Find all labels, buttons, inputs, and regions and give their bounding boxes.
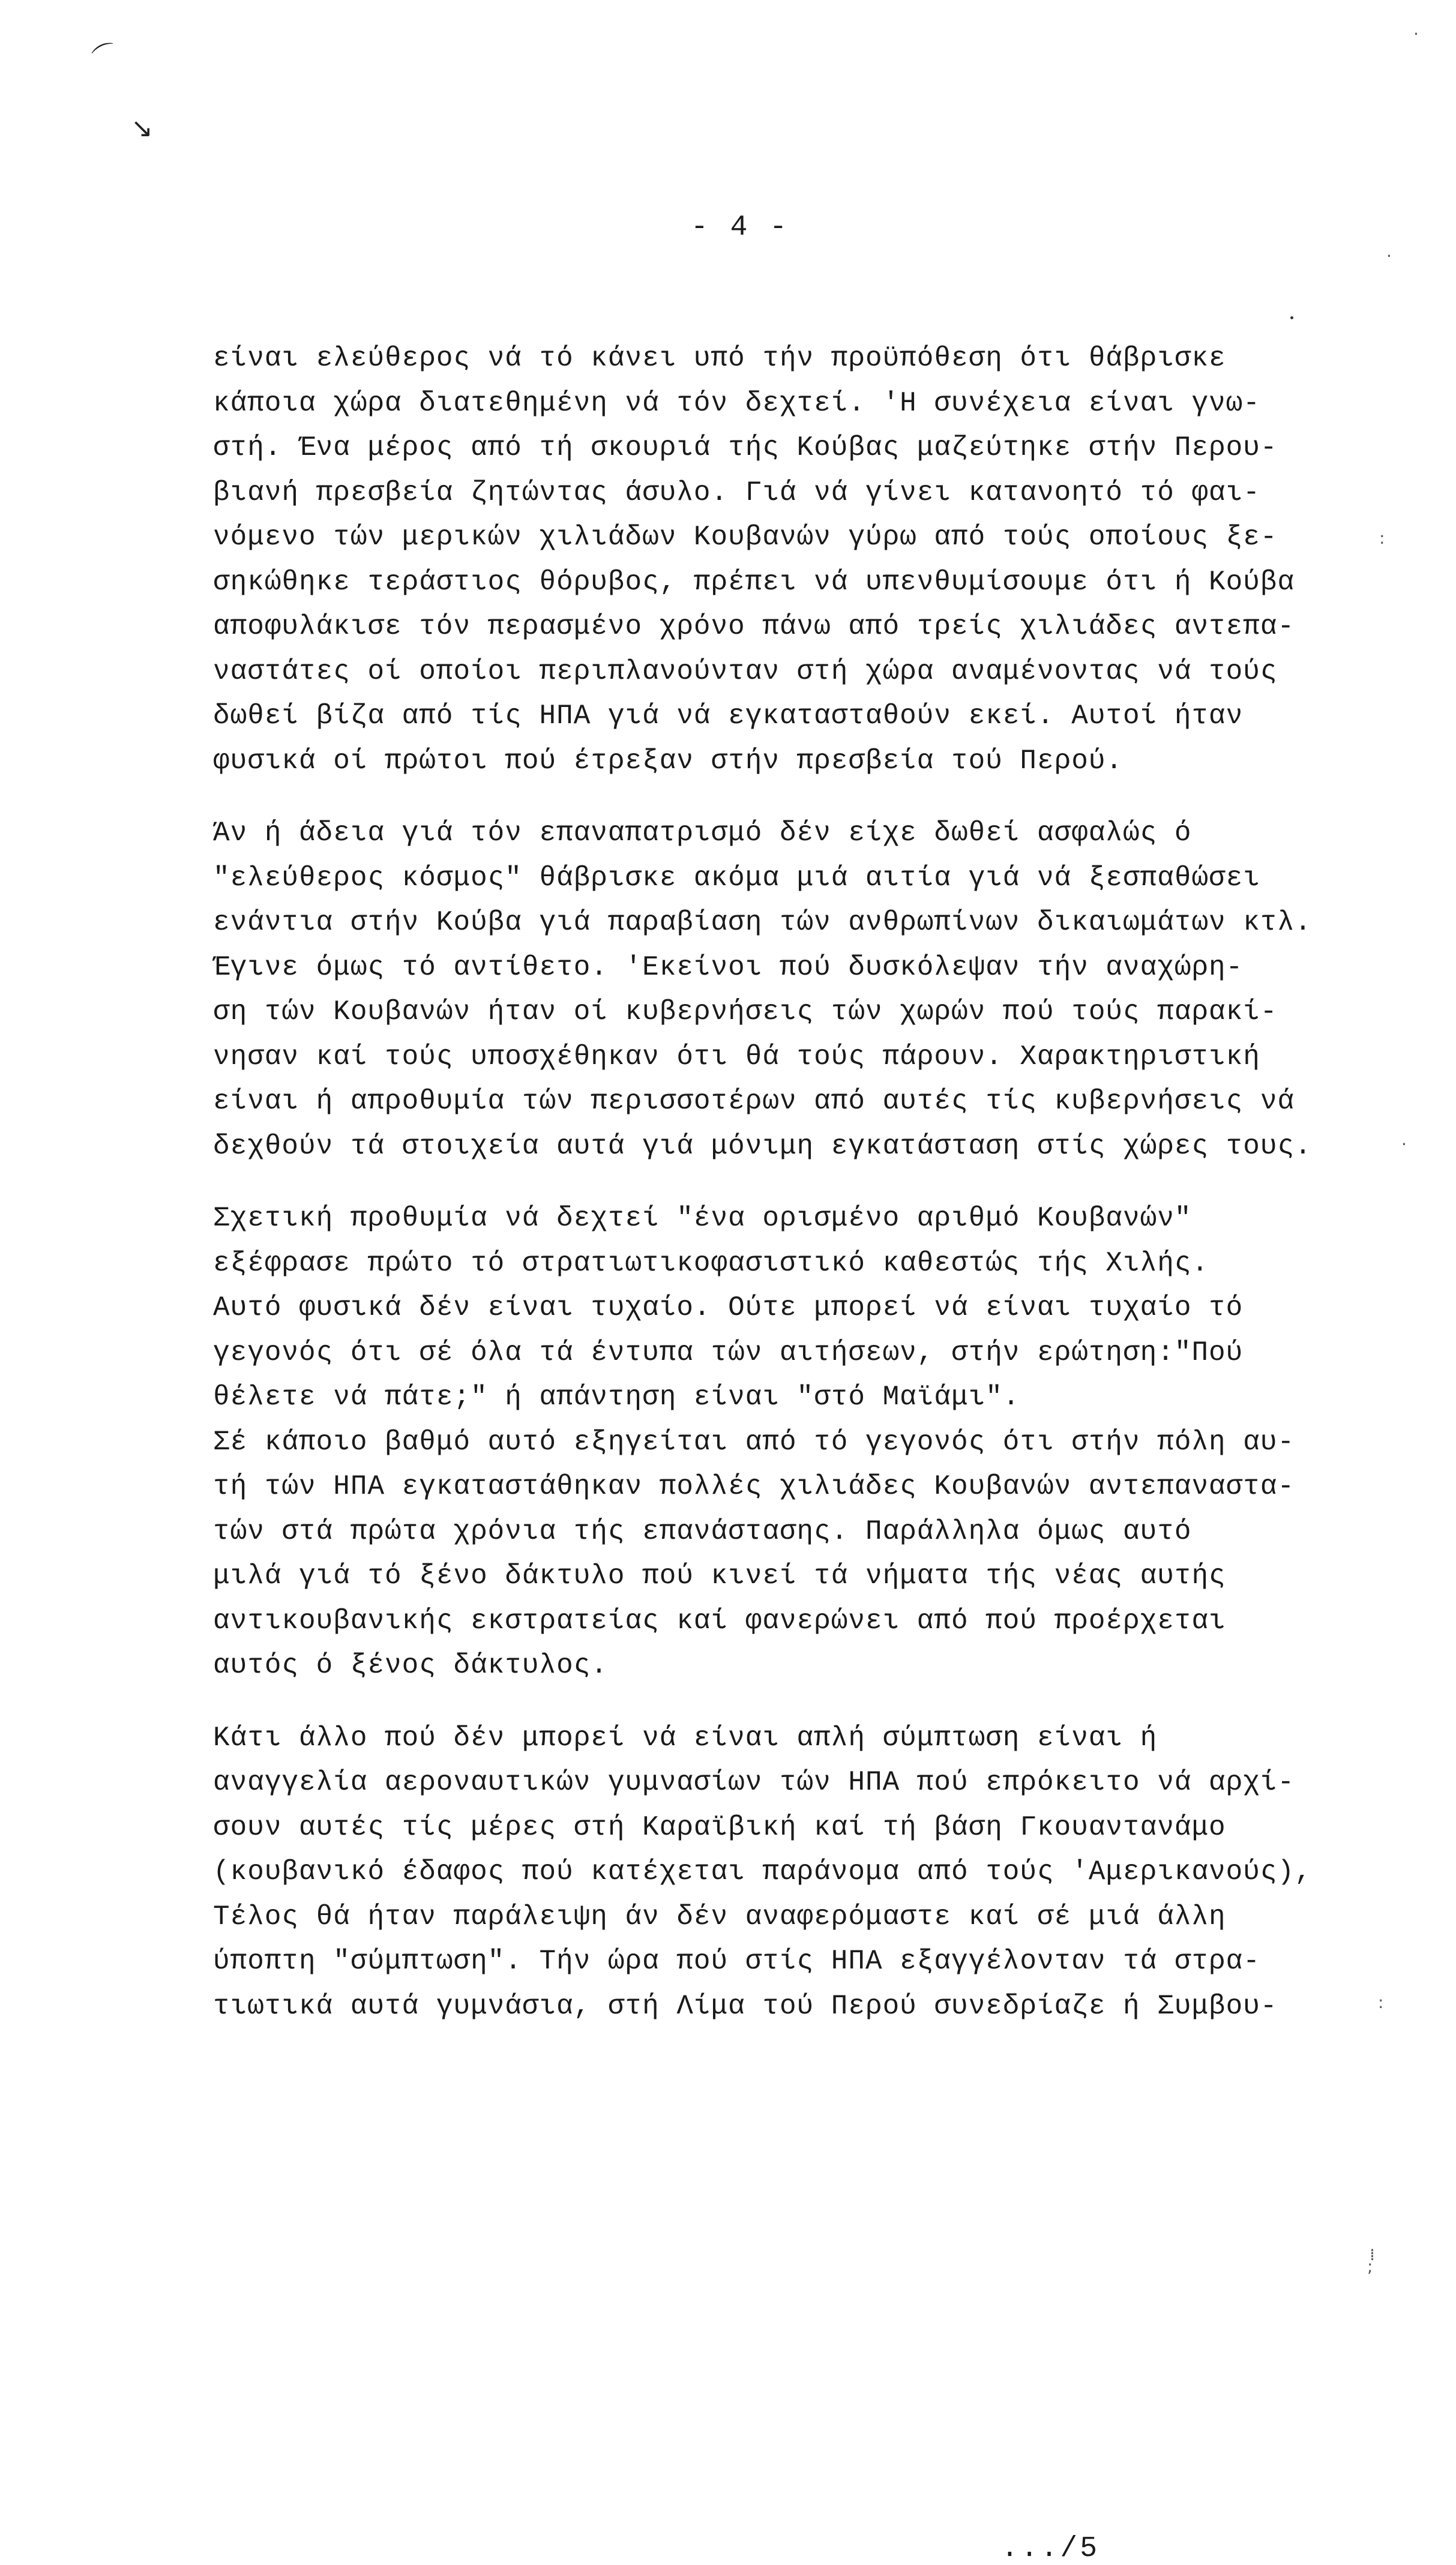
scan-speck-icon xyxy=(1290,316,1293,319)
scan-dot-icon: : xyxy=(1379,528,1385,548)
text-line: τιωτικά αυτά γυμνάσια, στή Λίμα τού Περού συνεδρίαζε ή Συμβου- xyxy=(213,1990,1278,2022)
text-line: δεχθούν τά στοιχεία αυτά γιά μόνιμη εγκατάσταση στίς χώρες τους. xyxy=(213,1130,1312,1162)
text-line: μιλά γιά τό ξένο δάκτυλο πού κινεί τά νήματα τής νέας αυτής xyxy=(213,1560,1226,1592)
text-line: φυσικά οί πρώτοι πού έτρεξαν στήν πρεσβεία τού Περού. xyxy=(213,745,1124,777)
text-line: Άν ή άδεια γιά τόν επαναπατρισμό δέν είχε δωθεί ασφαλώς ό xyxy=(213,817,1192,849)
text-line: ενάντια στήν Κούβα γιά παραβίαση τών ανθρωπίνων δικαιωμάτων κτλ. xyxy=(213,907,1312,938)
text-line: στή. Ένα μέρος από τή σκουριά τής Κούβας μαζεύτηκε στήν Περου- xyxy=(213,432,1278,463)
text-line: βιανή πρεσβεία ζητώντας άσυλο. Γιά νά γίνει κατανοητό τό φαι- xyxy=(213,477,1260,508)
paragraph-1 xyxy=(213,336,1365,783)
paragraph-4 xyxy=(213,1716,1365,2029)
paragraph-3 xyxy=(213,1196,1365,1688)
text-line: αυτός ό ξένος δάκτυλος. xyxy=(213,1650,608,1681)
handwritten-arrow-icon: ↘ xyxy=(131,113,153,143)
handwritten-mark-icon: ⌒ xyxy=(89,38,123,74)
text-line: ναστάτες οί οποίοι περιπλανούνταν στή χώρα αναμένοντας νά τούς xyxy=(213,655,1278,687)
continuation-marker: .../5 xyxy=(1001,2533,1100,2565)
text-line: νόμενο τών μερικών χιλιάδων Κουβανών γύρω από τούς οποίους ξε- xyxy=(213,522,1278,553)
text-line: είναι ή απροθυμία τών περισσοτέρων από αυτές τίς κυβερνήσεις νά xyxy=(213,1086,1295,1117)
text-line: Σχετική προθυμία νά δεχτεί "ένα ορισμένο αριθμό Κουβανών" xyxy=(213,1203,1192,1234)
text-line: δωθεί βίζα από τίς ΗΠΑ γιά νά εγκατασταθούν εκεί. Αυτοί ήταν xyxy=(213,700,1244,732)
text-line: Αυτό φυσικά δέν είναι τυχαίο. Ούτε μπορεί νά είναι τυχαίο τό xyxy=(213,1292,1244,1323)
text-line: Τέλος θά ήταν παράλειψη άν δέν αναφερόμαστε καί σέ μιά άλλη xyxy=(213,1901,1226,1932)
text-line: τή τών ΗΠΑ εγκαταστάθηκαν πολλές χιλιάδες Κουβανών αντεπαναστα- xyxy=(213,1471,1295,1502)
text-line: γεγονός ότι σέ όλα τά έντυπα τών αιτήσεων, στήν ερώτηση:"Πού xyxy=(213,1337,1244,1368)
text-line: σουν αυτές τίς μέρες στή Καραϊβική καί τή βάση Γκουαντανάμο xyxy=(213,1811,1226,1843)
text-line: θέλετε νά πάτε;" ή απάντηση είναι "στό Μαϊάμι". xyxy=(213,1382,1020,1413)
scan-dot-icon: · xyxy=(1386,246,1392,266)
text-line: αναγγελία αεροναυτικών γυμνασίων τών ΗΠΑ πού επρόκειτο νά αρχί- xyxy=(213,1767,1295,1798)
scan-dot-icon: · xyxy=(1401,1134,1407,1154)
text-line: (κουβανικό έδαφος πού κατέχεται παράνομα από τούς 'Αμερικανούς), xyxy=(213,1856,1312,1887)
text-line: ύποπτη "σύμπτωση". Τήν ώρα πού στίς ΗΠΑ εξαγγέλονταν τά στρα- xyxy=(213,1946,1260,1977)
text-line: ση τών Κουβανών ήταν οί κυβερνήσεις τών χωρών πού τούς παρακί- xyxy=(213,996,1278,1027)
text-line: εξέφρασε πρώτο τό στρατιωτικοφασιστικό καθεστώς τής Χιλής. xyxy=(213,1247,1209,1279)
text-line: τών στά πρώτα χρόνια τής επανάστασης. Παράλληλα όμως αυτό xyxy=(213,1515,1192,1547)
text-line: είναι ελεύθερος νά τό κάνει υπό τήν προϋπόθεση ότι θάβρισκε xyxy=(213,343,1226,374)
text-line: αντικουβανικής εκστρατείας καί φανερώνει από πού προέρχεται xyxy=(213,1605,1226,1637)
scan-dot-icon: ⁞ xyxy=(1370,2245,1375,2264)
text-line: νησαν καί τούς υποσχέθηκαν ότι θά τούς πάρουν. Χαρακτηριστική xyxy=(213,1041,1260,1072)
text-line: Έγινε όμως τό αντίθετο. 'Εκείνοι πού δυσκόλεψαν τήν αναχώρη- xyxy=(213,951,1244,983)
text-line: "ελεύθερος κόσμος" θάβρισκε ακόμα μιά αιτία γιά νά ξεσπαθώσει xyxy=(213,862,1260,894)
text-line: κάποια χώρα διατεθημένη νά τόν δεχτεί. 'Η συνέχεια είναι γνω- xyxy=(213,387,1260,419)
paragraph-2 xyxy=(213,811,1365,1168)
text-line: Κάτι άλλο πού δέν μπορεί νά είναι απλή σύμπτωση είναι ή xyxy=(213,1722,1158,1754)
scan-dot-icon: ; xyxy=(1367,2257,1373,2276)
scan-dot-icon: · xyxy=(1413,24,1419,44)
page-number: - 4 - xyxy=(690,211,790,244)
body-text xyxy=(213,336,1365,2056)
scan-dot-icon: : xyxy=(1378,1992,1384,2012)
text-line: αποφυλάκισε τόν περασμένο χρόνο πάνω από τρείς χιλιάδες αντεπα- xyxy=(213,611,1295,642)
text-line: σηκώθηκε τεράστιος θόρυβος, πρέπει νά υπενθυμίσουμε ότι ή Κούβα xyxy=(213,566,1295,598)
text-line: Σέ κάποιο βαθμό αυτό εξηγείται από τό γεγονός ότι στήν πόλη αυ- xyxy=(213,1426,1295,1458)
